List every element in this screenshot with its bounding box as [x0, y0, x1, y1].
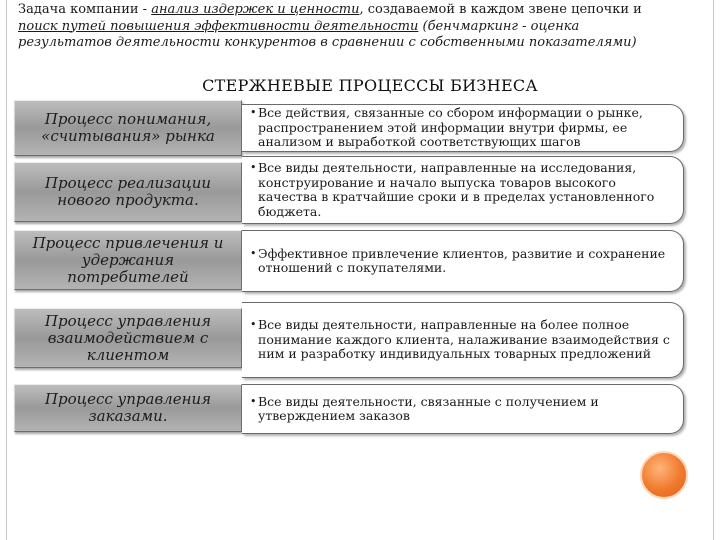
description-text-4: • Все виды деятельности, направленные на более полное понимание каждого клиента, налаживание взаимодействия с ним и разработку индивидуальных товарных предложений — [250, 318, 675, 362]
decorative-orange-circle — [640, 451, 688, 499]
process-box-3 — [14, 230, 242, 290]
intro-text-2: , создаваемой в каждом звене цепочки и — [359, 2, 642, 17]
process-box-1 — [14, 100, 242, 156]
process-description-3 — [242, 230, 684, 292]
intro-text-1: Задача компании - — [18, 2, 152, 17]
process-label-3: Процесс привлечения и удержания потребителей — [32, 233, 224, 286]
intro-emphasis-efficiency: поиск путей повышения эффективности деятельности — [18, 18, 419, 34]
process-box-5 — [14, 384, 242, 432]
section-heading: СТЕРЖНЕВЫЕ ПРОЦЕССЫ БИЗНЕСА — [202, 76, 538, 95]
intro-text-3: (бенчмаркинг - оценка результатов деятельности конкурентов в сравнении с собственными показателями) — [18, 18, 637, 50]
description-text-5: • Все виды деятельности, связанные с получением и утверждением заказов — [250, 395, 675, 424]
process-box-4 — [14, 308, 242, 368]
process-label-4: Процесс управления взаимодействием с клиентом — [44, 311, 212, 364]
process-description-1 — [242, 104, 684, 152]
intro-emphasis-cost-analysis: анализ издержек и ценности — [151, 2, 360, 17]
description-text-1: • Все действия, связанные со сбором информации о рынке, распространением этой информации внутри фирмы, ее анализом и выработкой соответствующих шагов — [250, 106, 675, 150]
process-label-1: Процесс понимания, «считывания» рынка — [41, 110, 215, 145]
description-text-2: • Все виды деятельности, направленные на исследования, конструирование и начало выпуска товаров высокого качества в кратчайшие сроки и в пределах установленного бюджета. — [250, 161, 675, 219]
process-box-2 — [14, 162, 242, 222]
intro-paragraph — [18, 2, 658, 52]
description-text-3: • Эффективное привлечение клиентов, развитие и сохранение отношений с покупателями. — [250, 247, 675, 276]
process-description-5 — [242, 384, 684, 434]
process-description-2 — [242, 156, 684, 224]
process-label-2: Процесс реализации нового продукта. — [44, 174, 212, 209]
process-label-5: Процесс управления заказами. — [44, 390, 212, 425]
process-description-4 — [242, 302, 684, 378]
